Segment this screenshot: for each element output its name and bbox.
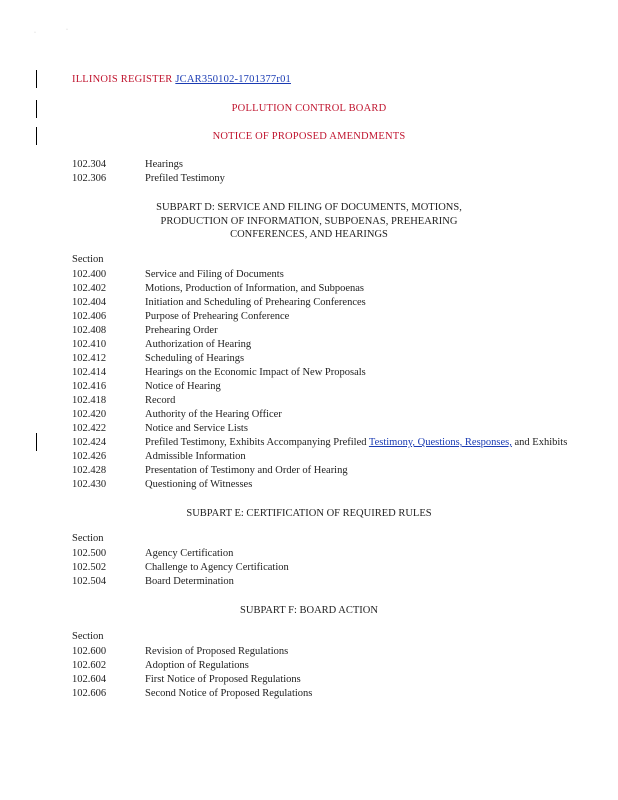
list-item (72, 158, 592, 171)
register-link[interactable]: JCAR350102-1701377r01 (175, 74, 291, 85)
list-item (72, 324, 592, 337)
change-bar (36, 70, 37, 88)
section-number: 102.602 (72, 660, 107, 671)
section-title: Board Determination (145, 576, 234, 587)
section-number: 102.606 (72, 688, 107, 699)
section-number: 102.410 (72, 339, 107, 350)
section-title: Admissible Information (145, 451, 246, 462)
section-number: 102.402 (72, 283, 107, 294)
section-number: 102.400 (72, 269, 107, 280)
section-number: 102.306 (72, 173, 107, 184)
list-item (72, 172, 592, 185)
section-title: Initiation and Scheduling of Prehearing Conferences (145, 297, 366, 308)
section-title (145, 436, 567, 449)
list-item (72, 352, 592, 365)
section-title-prefix: Prefiled Testimony, Exhibits Accompanying Prefiled (145, 437, 369, 448)
list-item (72, 296, 592, 309)
change-bar (36, 433, 37, 451)
section-title: Hearings (145, 159, 183, 170)
section-title: Authorization of Hearing (145, 339, 252, 350)
section-number: 102.502 (72, 562, 107, 573)
section-number: 102.422 (72, 423, 107, 434)
section-title-inserted-text[interactable]: Testimony, Questions, Responses, (368, 437, 512, 448)
section-number: 102.420 (72, 409, 107, 420)
subpart-f-heading: SUBPART F: BOARD ACTION (240, 605, 378, 616)
section-number: 102.604 (72, 674, 107, 685)
list-item (72, 464, 592, 477)
section-title: Record (145, 395, 176, 406)
notice-header: NOTICE OF PROPOSED AMENDMENTS (212, 131, 406, 142)
section-number: 102.406 (72, 311, 107, 322)
list-item (72, 366, 592, 379)
list-item (72, 380, 592, 393)
section-title: Revision of Proposed Regulations (145, 646, 289, 657)
section-title: Adoption of Regulations (145, 660, 249, 671)
register-title: ILLINOIS REGISTER (72, 74, 173, 85)
section-number: 102.404 (72, 297, 107, 308)
list-item (72, 478, 592, 491)
section-title: Presentation of Testimony and Order of Hearing (145, 465, 348, 476)
section-title: Notice and Service Lists (145, 423, 248, 434)
section-title: Notice of Hearing (145, 381, 221, 392)
list-item (72, 338, 592, 351)
section-title: Challenge to Agency Certification (145, 562, 289, 573)
list-item (72, 436, 592, 449)
list-item (72, 450, 592, 463)
section-title: Prefiled Testimony (145, 173, 225, 184)
list-item (72, 268, 592, 281)
section-number: 102.600 (72, 646, 107, 657)
agency-header: POLLUTION CONTROL BOARD (231, 103, 387, 114)
section-title: Scheduling of Hearings (145, 353, 245, 364)
section-title: Questioning of Witnesses (145, 479, 253, 490)
list-item (72, 659, 592, 672)
section-title: First Notice of Proposed Regulations (145, 674, 301, 685)
section-title-suffix: and Exhibits (511, 437, 568, 448)
section-number: 102.412 (72, 353, 107, 364)
scan-speck: · (34, 30, 36, 36)
subpart-d-heading (0, 201, 618, 242)
list-item (72, 673, 592, 686)
list-item (72, 687, 592, 700)
list-item (72, 282, 592, 295)
section-number: 102.304 (72, 159, 107, 170)
list-item (72, 645, 592, 658)
section-number: 102.426 (72, 451, 107, 462)
list-item (72, 547, 592, 560)
section-number: 102.428 (72, 465, 107, 476)
section-number: 102.408 (72, 325, 107, 336)
section-label: Section (72, 533, 104, 544)
section-title: Authority of the Hearing Officer (145, 409, 282, 420)
register-header (72, 74, 291, 85)
list-item (72, 561, 592, 574)
subpart-e-heading: SUBPART E: CERTIFICATION OF REQUIRED RULES (186, 508, 432, 519)
section-title: Service and Filing of Documents (145, 269, 284, 280)
section-title: Purpose of Prehearing Conference (145, 311, 290, 322)
section-number: 102.424 (72, 437, 107, 448)
section-label: Section (72, 254, 104, 265)
section-label: Section (72, 631, 104, 642)
heading-line: SUBPART D: SERVICE AND FILING OF DOCUMENTS, MOTIONS, (156, 202, 462, 213)
section-number: 102.504 (72, 576, 107, 587)
list-item (72, 575, 592, 588)
list-item (72, 394, 592, 407)
heading-line: CONFERENCES, AND HEARINGS (230, 229, 388, 240)
list-item (72, 408, 592, 421)
section-number: 102.430 (72, 479, 107, 490)
heading-line: PRODUCTION OF INFORMATION, SUBPOENAS, PREHEARING (160, 215, 458, 227)
section-number: 102.500 (72, 548, 107, 559)
section-title: Agency Certification (145, 548, 234, 559)
list-item (72, 422, 592, 435)
section-title: Prehearing Order (145, 325, 218, 336)
section-title: Second Notice of Proposed Regulations (145, 688, 313, 699)
section-title: Motions, Production of Information, and Subpoenas (145, 283, 365, 294)
list-item (72, 310, 592, 323)
section-title: Hearings on the Economic Impact of New Proposals (145, 367, 366, 378)
scan-speck: · (66, 27, 68, 33)
section-number: 102.416 (72, 381, 107, 392)
section-number: 102.414 (72, 367, 107, 378)
section-number: 102.418 (72, 395, 107, 406)
